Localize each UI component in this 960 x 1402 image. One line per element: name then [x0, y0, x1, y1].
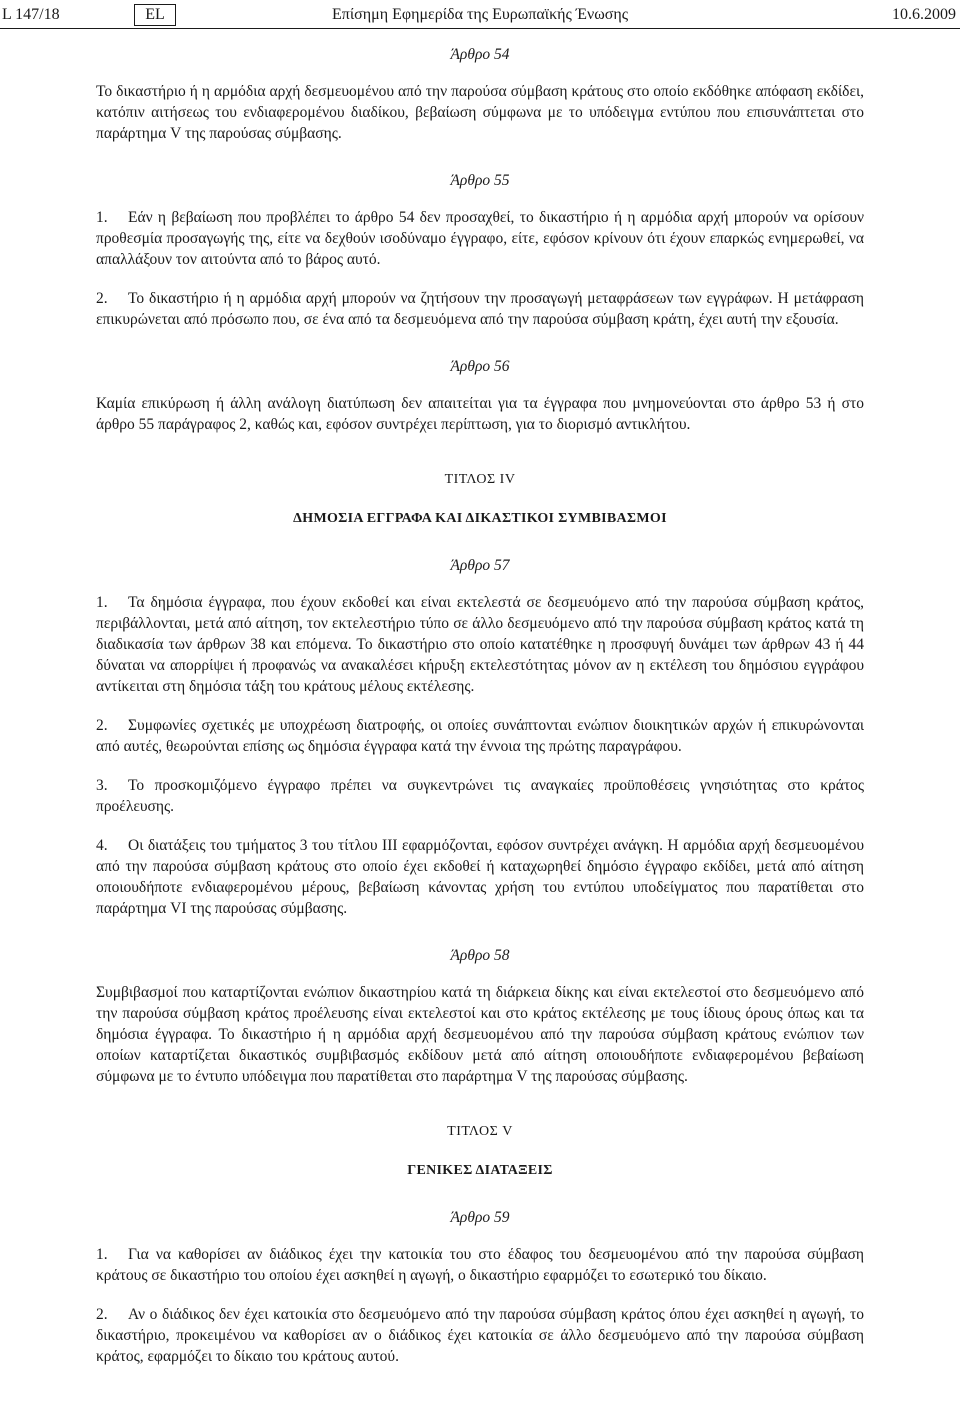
article-55-title: Άρθρο 55 — [450, 172, 510, 189]
paragraph-text: Για να καθορίσει αν διάδικος έχει την κατοικία του στο έδαφος του δεσμευομένου από την παρούσα σύμβαση κράτους σε δικαστήριο του οποίου έχει ασκηθεί η αγωγή, ο δικαστήριο εφαρμόζει το εσωτερικό του δίκαιο. — [96, 1246, 864, 1284]
article-59-paragraph-2 — [96, 1304, 864, 1367]
publication-date: 10.6.2009 — [892, 6, 956, 23]
paragraph-text: Το δικαστήριο ή η αρμόδια αρχή μπορούν να ζητήσουν την προσαγωγή μεταφράσεων των εγγράφων. Η μετάφραση επικυρώνεται από πρόσωπο που, σε ένα από τα δεσμευόμενα από την παρούσα σύμβαση κράτη, έχει αυτή την εξουσία. — [96, 290, 864, 328]
article-58-title: Άρθρο 58 — [450, 947, 510, 964]
paragraph-number: 2. — [96, 717, 108, 734]
article-57-title: Άρθρο 57 — [450, 557, 510, 574]
page-header — [0, 4, 960, 26]
paragraph-number: 1. — [96, 1246, 108, 1263]
paragraph-text: Οι διατάξεις του τμήματος 3 του τίτλου III εφαρμόζονται, εφόσον συντρέχει ανάγκη. Η αρμόδια αρχή δεσμευομένου από την παρούσα σύμβαση κράτους στο οποίο έχει εκδοθεί ή καταχωρηθεί δημόσιο έγγραφο εκδίδει, μετά από αίτηση οποιουδήποτε ενδιαφερομένου μέρους, βεβαίωση κάνοντας χρήση του εντύπου υποδείγματος που παρατίθεται στο παράρτημα VI της παρούσας σύμβασης. — [96, 837, 864, 917]
paragraph-text: Εάν η βεβαίωση που προβλέπει το άρθρο 54 δεν προσαχθεί, το δικαστήριο ή η αρμόδια αρχή μπορούν να ορίσουν προθεσμία προσαγωγής της, είτε να δεχθούν ισοδύναμο έγγραφο, είτε, εφόσον κρίνουν ότι έχουν επαρκώς ενημερωθεί, να απαλλάξουν τον αιτούντα από το βάρος αυτό. — [96, 209, 864, 268]
article-57-paragraph-1 — [96, 592, 864, 697]
article-57-paragraph-2 — [96, 715, 864, 757]
article-55-paragraph-2 — [96, 288, 864, 330]
paragraph-number: 4. — [96, 837, 108, 854]
paragraph-number: 3. — [96, 777, 108, 794]
language-badge: EL — [134, 4, 176, 26]
article-59-paragraph-1 — [96, 1244, 864, 1286]
paragraph-text: Τα δημόσια έγγραφα, που έχουν εκδοθεί και είναι εκτελεστά σε δεσμευόμενο από την παρούσα σύμβαση κράτος, περιβάλλονται, μετά από αίτηση, τον εκτελεστήριο τύπο σε άλλο δεσμευόμενο από την παρούσα σύμβαση κράτος κατά τη διαδικασία των άρθρων 38 και επόμενα. Το δικαστήριο στο οποίο κατατέθηκε η προσφυγή δυνάμει των άρθρων 43 ή 44 δύναται να απορρίψει ή προφανώς να ανακαλέσει κήρυξη εκτελεστότητας μόνον αν η εκτέλεση του δημόσιου εγγράφου αντίκειται στη δημόσια τάξη του κράτους μέλους εκτέλεσης. — [96, 594, 864, 695]
title-iv-heading: ΔΗΜΟΣΙΑ ΕΓΓΡΑΦΑ ΚΑΙ ΔΙΚΑΣΤΙΚΟΙ ΣΥΜΒΙΒΑΣΜΟΙ — [293, 511, 667, 526]
title-v-heading: ΓΕΝΙΚΕΣ ΔΙΑΤΑΞΕΙΣ — [407, 1163, 553, 1178]
page-number: L 147/18 — [2, 6, 60, 23]
paragraph-number: 2. — [96, 290, 108, 307]
article-58-paragraph: Συμβιβασμοί που καταρτίζονται ενώπιον δικαστηρίου κατά τη διάρκεια δίκης και είναι εκτελεστοί στο δεσμευόμενο από την παρούσα σύμβαση κράτος προέλευσης είναι εκτελεστοί και στο κράτος εκτέλεσης με τους ίδιους όρους όπως και τα δημόσια έγγραφα. Το δικαστήριο ή η αρμόδια αρχή δεσμευομένου από την παρούσα σύμβαση κράτους ενώπιον των οποίων καταρτίζεται δικαστικός συμβιβασμός εκδίδουν μετά από αίτηση οποιουδήποτε ενδιαφερομένου βεβαίωση σύμφωνα με το έντυπο υπόδειγμα που παρατίθεται στο παράρτημα V της παρούσας σύμβασης. — [96, 984, 864, 1085]
article-54-title: Άρθρο 54 — [450, 46, 510, 63]
paragraph-text: Αν ο διάδικος δεν έχει κατοικία στο δεσμευόμενο από την παρούσα σύμβαση κράτος όπου έχει ασκηθεί η αγωγή, το δικαστήριο, προκειμένου να καθορίσει αν ο διάδικος έχει κατοικία σε άλλο δεσμευόμενο από την παρούσα σύμβαση κράτος, εφαρμόζει το δίκαιο του κράτους αυτού. — [96, 1306, 864, 1365]
paragraph-text: Συμφωνίες σχετικές με υποχρέωση διατροφής, οι οποίες συνάπτονται ενώπιον διοικητικών αρχών ή επικυρώνονται από αυτές, θεωρούνται επίσης ως δημόσια έγγραφα κατά την έννοια της πρώτης παραγράφου. — [96, 717, 864, 755]
title-iv-label: ΤΙΤΛΟΣ IV — [444, 472, 516, 487]
article-56-title: Άρθρο 56 — [450, 358, 510, 375]
header-divider — [0, 28, 960, 29]
paragraph-number: 1. — [96, 209, 108, 226]
article-57-paragraph-3 — [96, 775, 864, 817]
document-body — [96, 44, 864, 1385]
article-59-title: Άρθρο 59 — [450, 1209, 510, 1226]
article-56-paragraph: Καμία επικύρωση ή άλλη ανάλογη διατύπωση δεν απαιτείται για τα έγγραφα που μνημονεύονται στο άρθρο 53 ή στο άρθρο 55 παράγραφος 2, καθώς και, εφόσον συντρέχει περίπτωση, για το διορισμό αντικλήτου. — [96, 395, 864, 433]
journal-title: Επίσημη Εφημερίδα της Ευρωπαϊκής Ένωσης — [332, 6, 629, 23]
article-57-paragraph-4 — [96, 835, 864, 919]
article-55-paragraph-1 — [96, 207, 864, 270]
paragraph-number: 1. — [96, 594, 108, 611]
paragraph-number: 2. — [96, 1306, 108, 1323]
title-v-label: ΤΙΤΛΟΣ V — [447, 1124, 513, 1139]
article-54-paragraph: Το δικαστήριο ή η αρμόδια αρχή δεσμευομένου από την παρούσα σύμβαση κράτους στο οποίο εκδόθηκε απόφαση εκδίδει, κατόπιν αιτήσεως του ενδιαφερομένου διαδίκου, βεβαίωση σύμφωνα με το υπόδειγμα εντύπου που επισυνάπτεται στο παράρτημα V της παρούσας σύμβασης. — [96, 83, 864, 142]
paragraph-text: Το προσκομιζόμενο έγγραφο πρέπει να συγκεντρώνει τις αναγκαίες προϋποθέσεις γνησιότητας στο κράτος προέλευσης. — [96, 777, 864, 815]
